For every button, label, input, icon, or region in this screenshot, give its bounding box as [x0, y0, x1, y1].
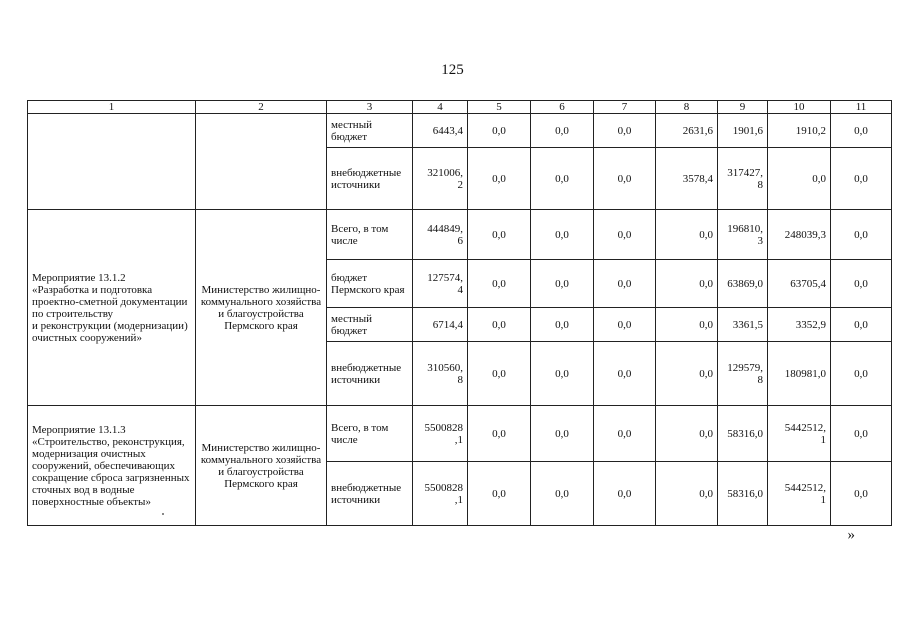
- table-row: [28, 114, 892, 148]
- empty-event-cell: [28, 114, 196, 210]
- value-cell: 317427, 8: [718, 148, 768, 210]
- value-cell: 0,0: [594, 462, 656, 526]
- value-cell: 0,0: [531, 342, 594, 406]
- value-cell: 310560, 8: [413, 342, 468, 406]
- value-cell: 0,0: [656, 462, 718, 526]
- value-cell: 0,0: [468, 406, 531, 462]
- value-cell: 0,0: [594, 342, 656, 406]
- event-executor: Министерство жилищно-коммунального хозяйства и благоустройства Пермского края: [196, 210, 327, 406]
- value-cell: 5442512, 1: [768, 462, 831, 526]
- funding-source: бюджет Пермского края: [327, 260, 413, 308]
- value-cell: 0,0: [468, 114, 531, 148]
- value-cell: 1910,2: [768, 114, 831, 148]
- event-title: Мероприятие 13.1.2 «Разработка и подготовка проектно-сметной документации по строительству и реконструкции (модернизации) очистных сооружений»: [28, 210, 196, 406]
- funding-source: Всего, в том числе: [327, 210, 413, 260]
- value-cell: 0,0: [531, 462, 594, 526]
- empty-executor-cell: [196, 114, 327, 210]
- column-header: 7: [594, 101, 656, 114]
- value-cell: 2631,6: [656, 114, 718, 148]
- value-cell: 0,0: [468, 148, 531, 210]
- value-cell: 0,0: [594, 260, 656, 308]
- value-cell: 3361,5: [718, 308, 768, 342]
- value-cell: 129579, 8: [718, 342, 768, 406]
- value-cell: 0,0: [594, 114, 656, 148]
- scan-artifact: [162, 513, 164, 515]
- funding-source: местный бюджет: [327, 114, 413, 148]
- value-cell: 0,0: [531, 260, 594, 308]
- value-cell: 5442512, 1: [768, 406, 831, 462]
- value-cell: 0,0: [531, 406, 594, 462]
- event-title: Мероприятие 13.1.3 «Строительство, реконструкция, модернизация очистных сооружений, обеспечивающих сокращение сброса загрязненных сточных вод в водные поверхностные объекты»: [28, 406, 196, 526]
- column-header: 11: [831, 101, 892, 114]
- funding-source: Всего, в том числе: [327, 406, 413, 462]
- closing-quote-mark: »: [847, 527, 855, 543]
- value-cell: 0,0: [468, 260, 531, 308]
- column-header-row: [28, 101, 892, 114]
- value-cell: 0,0: [531, 148, 594, 210]
- value-cell: 0,0: [468, 462, 531, 526]
- value-cell: 180981,0: [768, 342, 831, 406]
- value-cell: 63705,4: [768, 260, 831, 308]
- column-header: 6: [531, 101, 594, 114]
- value-cell: 3578,4: [656, 148, 718, 210]
- funding-source: местный бюджет: [327, 308, 413, 342]
- value-cell: 0,0: [831, 342, 892, 406]
- value-cell: 58316,0: [718, 406, 768, 462]
- value-cell: 0,0: [468, 308, 531, 342]
- column-header: 8: [656, 101, 718, 114]
- value-cell: 0,0: [531, 210, 594, 260]
- value-cell: 0,0: [656, 342, 718, 406]
- column-header: 5: [468, 101, 531, 114]
- value-cell: 0,0: [594, 148, 656, 210]
- value-cell: 0,0: [594, 210, 656, 260]
- column-header: 10: [768, 101, 831, 114]
- value-cell: 6714,4: [413, 308, 468, 342]
- value-cell: 127574, 4: [413, 260, 468, 308]
- value-cell: 0,0: [656, 308, 718, 342]
- value-cell: 0,0: [594, 308, 656, 342]
- value-cell: 0,0: [831, 462, 892, 526]
- column-header: 3: [327, 101, 413, 114]
- value-cell: 248039,3: [768, 210, 831, 260]
- value-cell: 0,0: [831, 406, 892, 462]
- value-cell: 1901,6: [718, 114, 768, 148]
- value-cell: 444849, 6: [413, 210, 468, 260]
- value-cell: 0,0: [831, 148, 892, 210]
- value-cell: 6443,4: [413, 114, 468, 148]
- value-cell: 5500828 ,1: [413, 406, 468, 462]
- value-cell: 0,0: [831, 260, 892, 308]
- funding-source: внебюджетные источники: [327, 148, 413, 210]
- column-header: 9: [718, 101, 768, 114]
- value-cell: 321006, 2: [413, 148, 468, 210]
- table-row: [28, 406, 892, 462]
- value-cell: 0,0: [468, 342, 531, 406]
- value-cell: 5500828 ,1: [413, 462, 468, 526]
- value-cell: 58316,0: [718, 462, 768, 526]
- value-cell: 0,0: [656, 210, 718, 260]
- value-cell: 0,0: [531, 114, 594, 148]
- value-cell: 0,0: [831, 114, 892, 148]
- value-cell: 0,0: [831, 308, 892, 342]
- funding-source: внебюджетные источники: [327, 342, 413, 406]
- value-cell: 196810, 3: [718, 210, 768, 260]
- value-cell: 0,0: [656, 406, 718, 462]
- value-cell: 0,0: [656, 260, 718, 308]
- table-row: [28, 210, 892, 260]
- value-cell: 0,0: [531, 308, 594, 342]
- page-number: 125: [441, 62, 464, 78]
- column-header: 4: [413, 101, 468, 114]
- value-cell: 63869,0: [718, 260, 768, 308]
- column-header: 1: [28, 101, 196, 114]
- column-header: 2: [196, 101, 327, 114]
- value-cell: 3352,9: [768, 308, 831, 342]
- value-cell: 0,0: [831, 210, 892, 260]
- event-executor: Министерство жилищно-коммунального хозяйства и благоустройства Пермского края: [196, 406, 327, 526]
- funding-source: внебюджетные источники: [327, 462, 413, 526]
- value-cell: 0,0: [768, 148, 831, 210]
- value-cell: 0,0: [594, 406, 656, 462]
- budget-table: [27, 100, 892, 526]
- value-cell: 0,0: [468, 210, 531, 260]
